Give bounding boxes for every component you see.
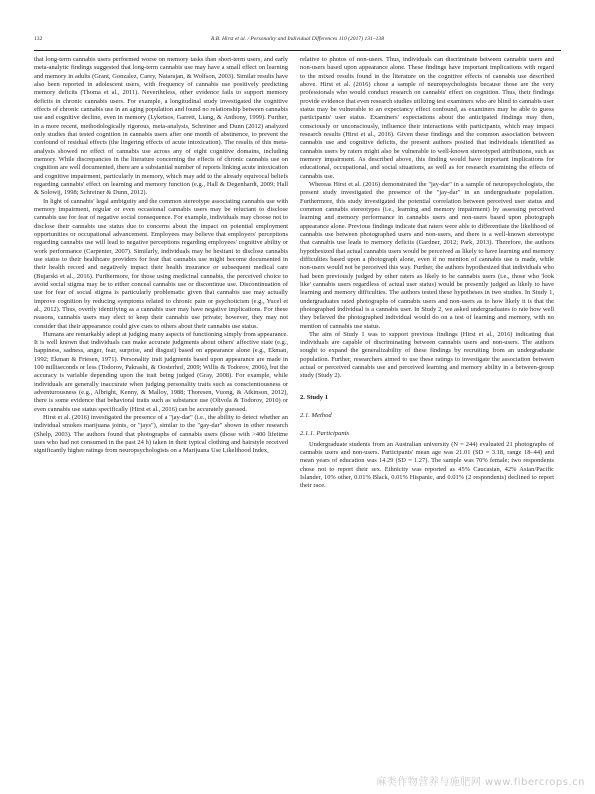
body-paragraph: relative to photos of non-users. Thus, individuals can discriminate between cannabis users and non-users based upon appearance alone. These findings have important implications with regard to the mixed results found in the literature on the cognitive effects of cannabis use described above. Hirst et al. (2016) chose a sample of neuropsychologists because those are the very professionals who would conduct research on cannabis' effect on cognition. Thus, their findings provide evidence that even research studies utilizing test examiners who are blind to cannabis user status may be vulnerable to an expectancy effect confound, as examiners may be able to guess participants' user status. Examiners' expectations about the anticipated findings may then, consciously or unconsciously, influence their interactions with participants, which may impact research results (Hirst et al., 2016). Given these findings and the common association between cannabis use and cognitive deficits, the present authors posited that individuals identified as cannabis users by raters might also be vulnerable to well-known stereotyped attributions, such as memory impairment. As described above, this finding would have important implications for educational, occupational, and social situations, as well as for research examining the effects of cannabis use. [300,56,554,180]
body-paragraph: Humans are remarkably adept at judging many aspects of functioning simply from appearance. It is well known that individuals can make accurate judgments about others' affective state (e.g., happiness, sadness, anger, fear, surprise, and disgust) based on appearance alone (e.g., Ekman, 1992; Ekman & Friesen, 1971). Personality trait judgments based upon appearance are made in 100 milliseconds or less (Todorov, Pakrashi, & Oosterhof, 2009; Willis & Todorov, 2006), but the accuracy is variable depending upon the trait being judged (Gray, 2008). For example, while individuals are generally inaccurate when judging personality traits such as conscientiousness or adventurousness (e.g., Albright, Kenny, & Malloy, 1988; Thoresen, Vuong, & Atkinson, 2012), there is some evidence that behavioral traits such as substance use (Olivola & Todorov, 2010) or even cannabis use status specifically (Hirst et al., 2016) can be accurately guessed. [34,330,288,413]
body-paragraph: The aim of Study 1 was to support previous findings (Hirst et al., 2016) indicating that individuals are capable of discriminating between cannabis users and non-users. The authors sought to expand the generalizability of these findings by recruiting from an undergraduate population. Further, researchers aimed to use these ratings to investigate the association between actual or perceived cannabis use and perceived learning and memory ability in a between-group study (Study 2). [300,330,554,380]
section-heading: 2. Study 1 [300,393,329,401]
running-head: R.B. Hirst et al. / Personality and Individual Differences 110 (2017) 131–138 [210,36,385,42]
body-paragraph: that long-term cannabis users performed worse on memory tasks than short-term users, and early meta-analytic findings suggested that long-term cannabis use may have a small effect on learning and memory in adults (Grant, Gonzalez, Carey, Natarajan, & Wolfson, 2003). Similar results have also been reported in adolescent users, with frequency of cannabis use positively predicting memory deficits (Thoma et al., 2011). Nevertheless, other evidence fails to support memory deficits in chronic cannabis users. For example, a longitudinal study investigated the cognitive effects of chronic cannabis use in an aging population and found no relationship between cannabis use and cognitive decline, even in memory (Lyketsos, Garrett, Liang, & Anthony, 1999). Further, in a more recent, methodologically rigorous, meta-analysis, Schreiner and Dunn (2012) analyzed only studies that tested cognition in cannabis users after one month of abstinence, to prevent the confound of residual effects (the lingering effects of acute intoxication). The results of this meta-analysis showed no effect of cannabis use across any of eight cognitive domains, including memory. While discrepancies in the literature concerning the effects of chronic cannabis use on cognition are well documented, there are a substantial number of reports linking acute intoxication and cognitive impairment, particularly in memory, which may add to the already equivocal beliefs regarding cannabis' effect on learning and memory function (e.g., Hall & Degenhardt, 2009; Hall & Solowij, 1998; Schreiner & Dunn, 2012). [34,56,288,197]
subsubsection-heading: 2.1.1. Participants [300,430,350,438]
page-header [34,34,561,46]
page-number: 132 [34,36,43,42]
subsection-heading: 2.1. Method [300,412,332,420]
right-column [300,56,554,491]
left-column [34,56,288,456]
body-paragraph: Whereas Hirst et al. (2016) demonstrated the "jay-dar" in a sample of neuropsychologists, the present study investigated the presence of the "jay-dar" in an undergraduate population. Furthermore, this study investigated the potential correlation between perceived user status and common cannabis stereotypes (i.e., learning and memory impairment) by assessing perceived learning and memory performance in cannabis users and non-users based upon photograph appearance alone. Previous findings indicate that raters were able to differentiate the likelihood of cannabis use between photographed users and non-users, and there is a well-known stereotype that cannabis use leads to memory deficits (Gardner, 2012; Park, 2013). Therefore, the authors hypothesized that actual cannabis users would be perceived as likely to have learning and memory difficulties based upon a photograph alone, even if no mention of cannabis use is made, while non-users would not be perceived this way. Further, the authors hypothesized that individuals who had been previously judged by other raters as likely to be cannabis users (i.e., those who 'look like' cannabis users regardless of actual user status) would be presently judged as likely to have learning and memory difficulties. The authors tested these hypotheses in two studies. In Study 1, undergraduates rated photographs of cannabis users and non-users as to how likely it is that the photographed individual is a cannabis user. In Study 2, we asked undergraduates to rate how well they believed the photographed individual would do on a test of learning and memory, with no mention of cannabis use status. [300,180,554,330]
watermark: 麻类作物营养与施肥网 www.fibercrops.cn [376,777,585,788]
body-paragraph: In light of cannabis' legal ambiguity and the common stereotype associating cannabis use with memory impairment, regular or even occasional cannabis users may be reluctant to disclose cannabis use for fear of negative social consequence. For example, individuals may choose not to disclose their cannabis use status due to concerns about the impact on potential employment opportunities or occupational advancement. Employees may believe that employers' perceptions regarding cannabis use will lead to negative perceptions regarding employees' cognitive ability or work performance (Carpenter, 2007). Similarly, individuals may be hesitant to disclose cannabis use status to their healthcare providers for fear that cannabis use might become documented in their health record and negatively impact their health insurance or subsequent medical care (Bujarski et al., 2016). Furthermore, for those using medicinal cannabis, the perceived choice to avoid social stigma may be to either conceal cannabis use or discontinue use. Discontinuation of use for fear of social stigma is particularly problematic given that cannabis use may actually improve cognition by reducing symptoms related to chronic pain or psychoticism (e.g., Yucel et al., 2012). Thus, overtly identifying as a cannabis user may have negative implications. For these reasons, cannabis users may elect to keep their cannabis use private; however, they may not consider that their appearance could give cues to others about their cannabis use status. [34,197,288,330]
body-paragraph: Hirst et al. (2016) investigated the presence of a "jay-dar" (i.e., the ability to detect whether an individual smokes marijuana joints, or "jays"), similar to the "gay-dar" shown in other research (Shelp, 2003). The authors found that photographs of cannabis users (those with >400 lifetime uses who had not consumed in the past 24 h) taken in their typical clothing and hairstyle received significantly higher ratings from neuropsychologists on a Marijuana Use Likelihood Index, [34,414,288,455]
body-paragraph: Undergraduate students from an Australian university (N = 244) evaluated 21 photographs of cannabis users and non-users. Participants' mean age was 21.01 (SD = 3.18, range 18–44) and mean years of education was 14.29 (SD = 1.27). The sample was 70% female; two respondents chose not to report their sex. Ethnicity was reported as 45% Caucasian, 42% Asian/Pacific Islander, 10% other, 0.01% Black, 0.01% Hispanic, and 0.01% (2 respondents) declined to report their race. [300,440,554,490]
header-rule [34,50,561,51]
